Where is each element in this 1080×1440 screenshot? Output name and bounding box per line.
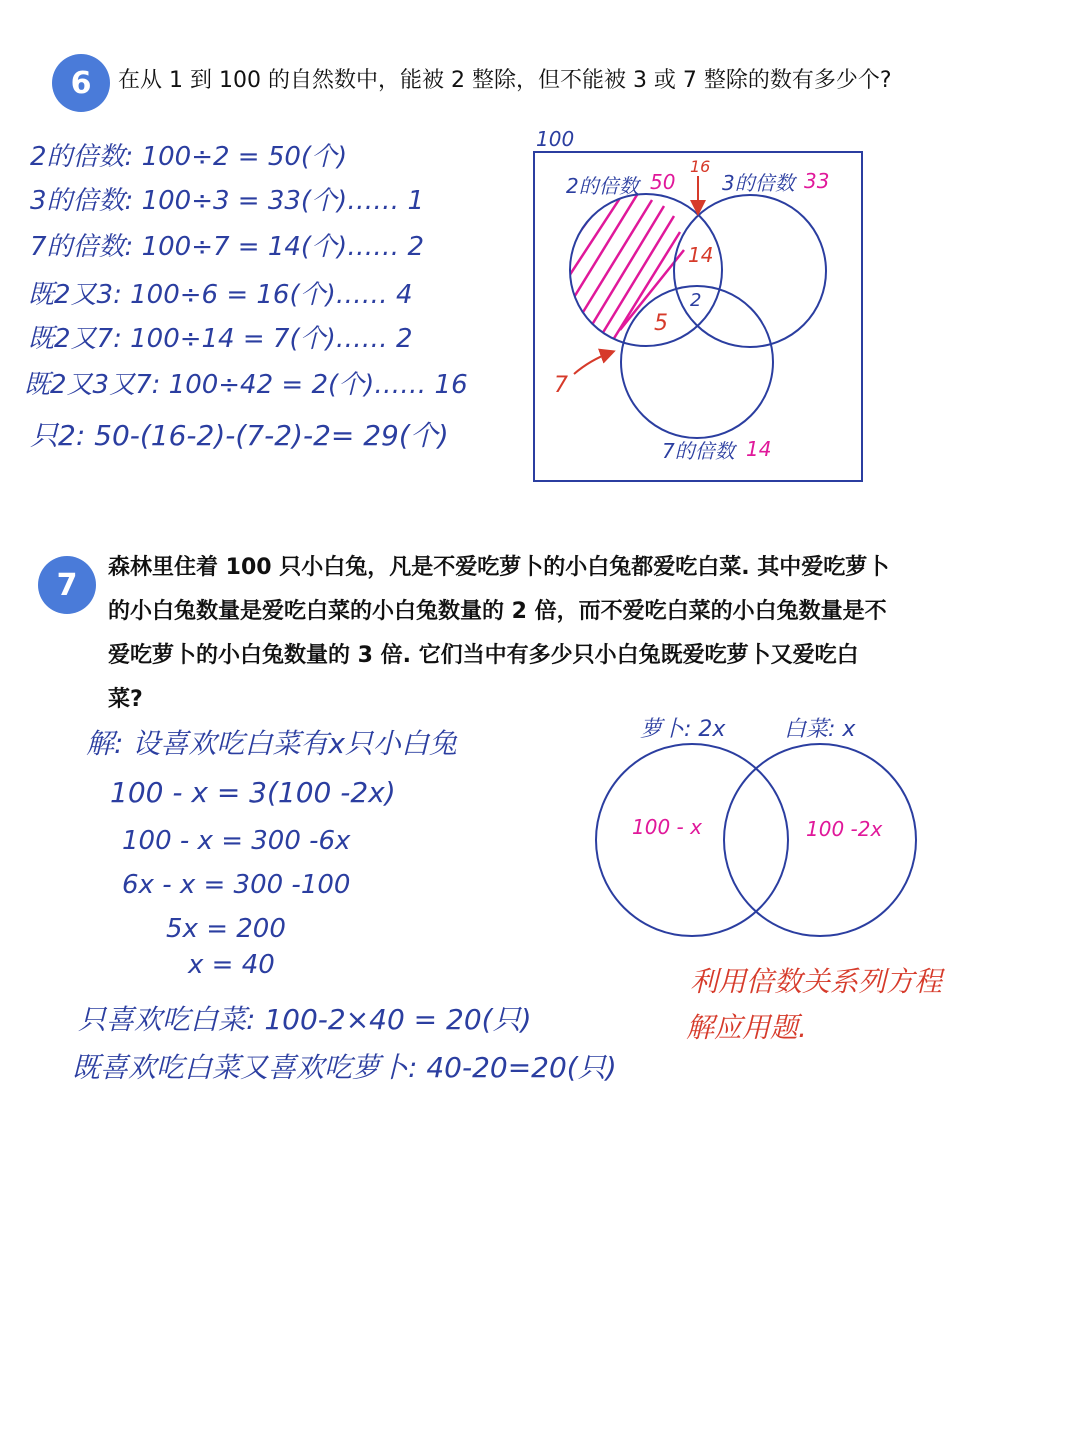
note-7: 7 [554, 373, 568, 398]
question-line: 森林里住着 100 只小白兔，凡是不爱吃萝卜的小白兔都爱吃白菜. 其中爱吃萝卜 [108, 555, 890, 580]
cabbage-only-region: 100 -2x [806, 817, 883, 841]
problem-6-venn-diagram [0, 0, 1080, 520]
problem-7-number-badge: 7 [38, 556, 96, 614]
circle-carrot [596, 744, 788, 936]
work-line: 100 - x = 300 -6x [122, 826, 351, 856]
circle-7-count: 14 [746, 437, 772, 461]
work-line: 5x = 200 [166, 914, 286, 944]
circle-2-count: 50 [650, 170, 676, 194]
work-line: 既2又3: 100÷6 = 16(个)…… 4 [28, 280, 413, 310]
cabbage-label: 白菜: x [784, 717, 856, 742]
note-line: 利用倍数关系列方程 [690, 965, 943, 998]
question-line: 菜? [108, 687, 143, 712]
work-line: 只喜欢吃白菜: 100-2×40 = 20(只) [78, 1003, 532, 1036]
box-label: 100 [536, 127, 575, 151]
work-line: 2的倍数: 100÷2 = 50(个) [30, 142, 348, 172]
problem-6-question: 在从 1 到 100 的自然数中，能被 2 整除，但不能被 3 或 7 整除的数有多少个? [118, 68, 892, 93]
carrot-label: 萝卜: 2x [640, 717, 726, 742]
carrot-only-region: 100 - x [632, 815, 702, 839]
work-line: 6x - x = 300 -100 [122, 870, 351, 900]
circle-7-label: 7的倍数 [662, 439, 735, 463]
arrow-7 [574, 352, 612, 374]
work-line: x = 40 [188, 950, 275, 980]
note-16: 16 [690, 157, 711, 176]
circle-cabbage [724, 744, 916, 936]
note-line: 解应用题. [686, 1011, 807, 1044]
work-line: 7的倍数: 100÷7 = 14(个)…… 2 [30, 232, 425, 262]
problem-6-number-badge: 6 [52, 54, 110, 112]
work-line: 既2又7: 100÷14 = 7(个)…… 2 [28, 324, 413, 354]
question-line: 的小白兔数量是爱吃白菜的小白兔数量的 2 倍，而不爱吃白菜的小白兔数量是不 [108, 599, 887, 624]
work-line-answer: 只2: 50-(16-2)-(7-2)-2= 29(个) [30, 419, 449, 452]
region-2-and-7: 5 [654, 311, 668, 336]
region-2-3-7: 2 [690, 290, 702, 311]
question-line: 爱吃萝卜的小白兔数量的 3 倍. 它们当中有多少只小白兔既爱吃萝卜又爱吃白 [108, 643, 859, 668]
circle-3-count: 33 [804, 169, 830, 193]
work-line: 解: 设喜欢吃白菜有x只小白兔 [86, 727, 457, 760]
hatch-shading [552, 190, 838, 440]
circle-2-label: 2的倍数 [566, 174, 639, 198]
work-line: 3的倍数: 100÷3 = 33(个)…… 1 [30, 186, 425, 216]
circle-3-label: 3的倍数 [722, 171, 795, 195]
work-line: 100 - x = 3(100 -2x) [110, 776, 396, 809]
work-line: 既2又3又7: 100÷42 = 2(个)…… 16 [24, 370, 468, 400]
work-line-answer: 既喜欢吃白菜又喜欢吃萝卜: 40-20=20(只) [72, 1051, 617, 1084]
region-2-and-3: 14 [688, 243, 714, 267]
